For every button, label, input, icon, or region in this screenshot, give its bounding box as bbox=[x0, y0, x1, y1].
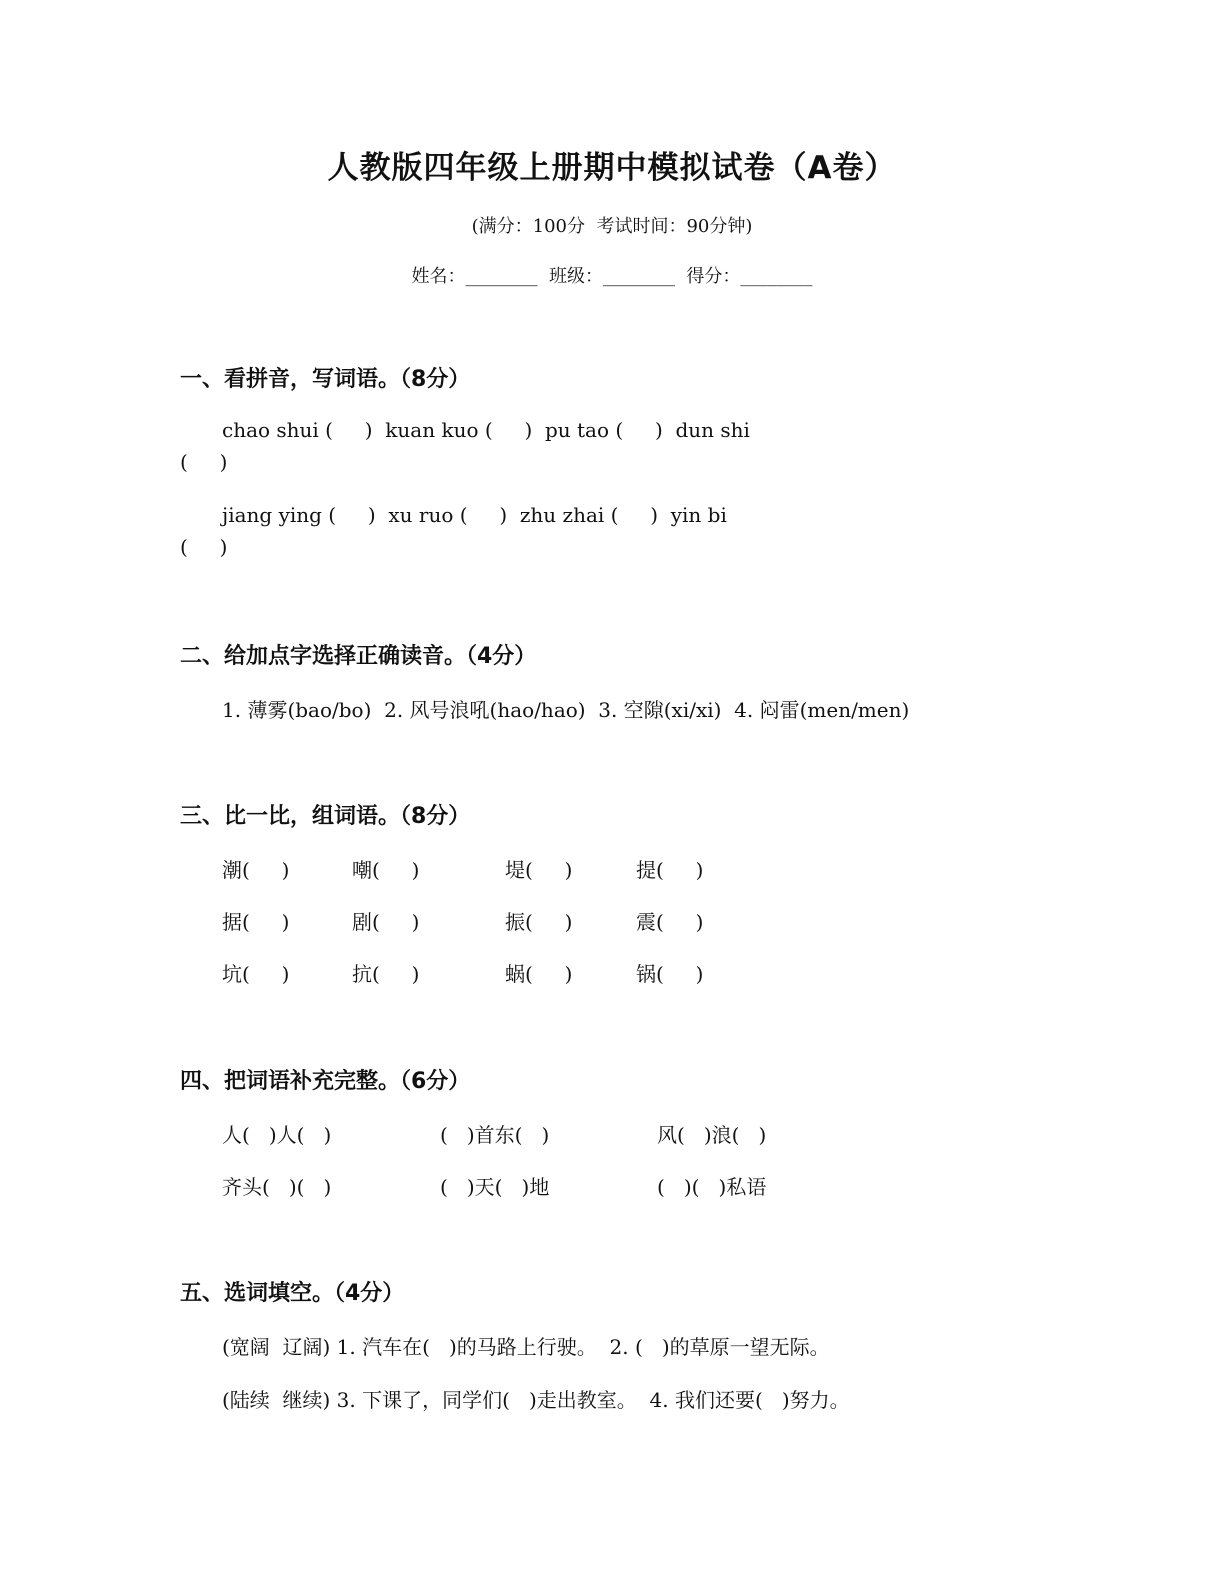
compare-cell: 潮( ) bbox=[222, 858, 290, 882]
pinyin-line-1: chao shui ( ) kuan kuo ( ) pu tao ( ) dun shi bbox=[222, 418, 750, 442]
pinyin-line-1-wrap: ( ) bbox=[180, 450, 228, 474]
idiom-cell: ( )首东( ) bbox=[440, 1123, 550, 1147]
compare-cell: 堤( ) bbox=[505, 858, 573, 882]
pinyin-line-2-wrap: ( ) bbox=[180, 535, 228, 559]
compare-cell: 坑( ) bbox=[222, 962, 290, 986]
pinyin-line-2: jiang ying ( ) xu ruo ( ) zhu zhai ( ) yin bi bbox=[222, 503, 727, 527]
student-fields: 姓名：________ 班级：________ 得分：________ bbox=[411, 266, 813, 287]
compare-cell: 剧( ) bbox=[352, 910, 420, 934]
exam-info: (满分：100分 考试时间：90分钟) bbox=[471, 216, 753, 237]
page-title: 人教版四年级上册期中模拟试卷（A卷） bbox=[327, 150, 897, 186]
section-2-heading: 二、给加点字选择正确读音。（4分） bbox=[180, 644, 537, 669]
compare-cell: 提( ) bbox=[636, 858, 704, 882]
idiom-cell: ( )( )私语 bbox=[657, 1175, 767, 1199]
section-3-heading: 三、比一比，组词语。（8分） bbox=[180, 804, 471, 829]
compare-cell: 嘲( ) bbox=[352, 858, 420, 882]
idiom-cell: 人( )人( ) bbox=[222, 1123, 332, 1147]
section-5-heading: 五、选词填空。（4分） bbox=[180, 1281, 405, 1306]
compare-cell: 锅( ) bbox=[636, 962, 704, 986]
idiom-cell: 齐头( )( ) bbox=[222, 1175, 332, 1199]
compare-cell: 蜗( ) bbox=[505, 962, 573, 986]
compare-cell: 震( ) bbox=[636, 910, 704, 934]
section-1-heading: 一、看拼音，写词语。（8分） bbox=[180, 367, 471, 392]
idiom-cell: 风( )浪( ) bbox=[657, 1123, 767, 1147]
compare-cell: 据( ) bbox=[222, 910, 290, 934]
idiom-cell: ( )天( )地 bbox=[440, 1175, 550, 1199]
section-4-heading: 四、把词语补充完整。（6分） bbox=[180, 1069, 471, 1094]
compare-cell: 振( ) bbox=[505, 910, 573, 934]
reading-choice-line: 1. 薄雾(bao/bo) 2. 风号浪吼(hao/hao) 3. 空隙(xi/xi) 4. 闷雷(men/men) bbox=[222, 698, 910, 722]
fill-blank-line-1: (宽阔 辽阔) 1. 汽车在( )的马路上行驶。 2. ( )的草原一望无际。 bbox=[222, 1335, 830, 1359]
fill-blank-line-2: (陆续 继续) 3. 下课了，同学们( )走出教室。 4. 我们还要( )努力。 bbox=[222, 1388, 850, 1412]
compare-cell: 抗( ) bbox=[352, 962, 420, 986]
